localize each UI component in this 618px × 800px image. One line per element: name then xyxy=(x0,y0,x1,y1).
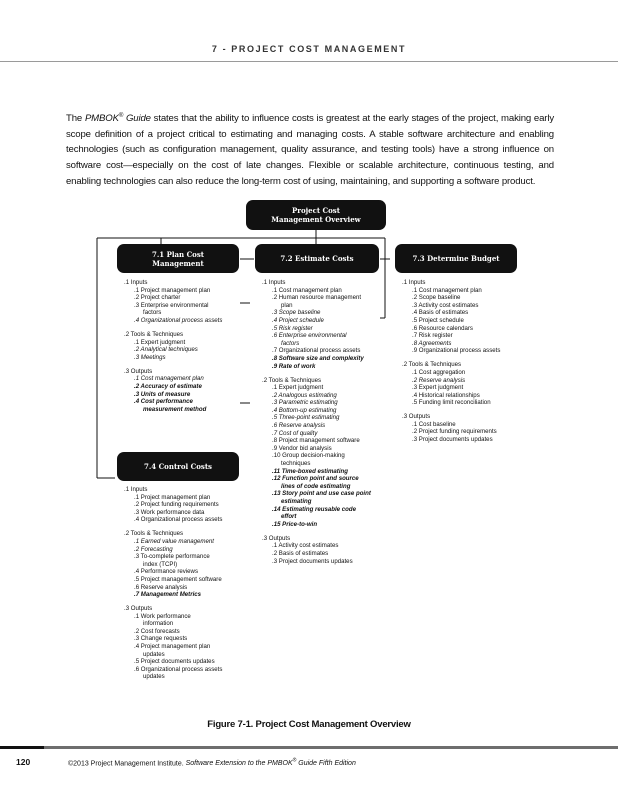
list-item: .6 Resource calendars xyxy=(412,324,473,332)
list-item: .4 Cost performance xyxy=(134,398,193,406)
running-header: 7 - PROJECT COST MANAGEMENT xyxy=(211,44,407,54)
list-item: .3 Scope baseline xyxy=(272,309,321,317)
copyright-title: Software Extension to the PMBOK xyxy=(185,760,293,768)
list-item: updates xyxy=(143,650,165,658)
section-heading: .3 Outputs xyxy=(124,367,153,375)
list-item: .5 Funding limit reconciliation xyxy=(412,399,491,407)
list-item: .9 Rate of work xyxy=(272,362,316,370)
intro-pmbok: PMBOK xyxy=(84,113,119,125)
list-item: .1 Activity cost estimates xyxy=(272,542,339,550)
list-item: .10 Group decision-making xyxy=(272,452,345,460)
plan-cost-box-line1: 7.1 Plan Cost xyxy=(151,249,204,259)
list-item: .7 Risk register xyxy=(412,332,453,340)
list-item: .11 Time-boxed estimating xyxy=(272,467,348,475)
list-item: .2 Project funding requirements xyxy=(134,501,219,509)
overview-box-line1: Project Cost xyxy=(292,206,340,215)
list-item: .1 Work performance xyxy=(134,612,191,620)
list-item: .1 Earned value management xyxy=(134,537,214,545)
list-item: lines of code estimating xyxy=(281,482,351,490)
list-item: .2 Project funding requirements xyxy=(412,428,497,436)
list-item: effort xyxy=(281,513,297,521)
section-heading: .3 Outputs xyxy=(124,605,153,613)
list-item: .14 Estimating reusable code xyxy=(272,505,356,513)
list-item: factors xyxy=(143,309,162,317)
estimate-costs-box xyxy=(255,244,379,273)
list-item: .3 Activity cost estimates xyxy=(412,301,479,309)
list-item: information xyxy=(143,620,174,628)
plan-cost-box-line2: Management xyxy=(152,258,204,268)
list-item: .3 Units of measure xyxy=(134,390,191,398)
footer-rule xyxy=(0,746,618,749)
control-costs-box-line1: 7.4 Control Costs xyxy=(144,462,212,471)
control-costs-details xyxy=(118,486,222,681)
list-item: .3 Parametric estimating xyxy=(272,399,338,407)
section-heading: .1 Inputs xyxy=(262,279,286,286)
list-item: .5 Project documents updates xyxy=(134,658,215,666)
section-heading: .3 Outputs xyxy=(262,534,291,542)
list-item: .8 Agreements xyxy=(412,339,452,347)
page-number: 120 xyxy=(16,757,31,767)
section-heading: .3 Outputs xyxy=(402,413,431,421)
copyright-reg-mark: ® xyxy=(292,758,297,764)
section-heading: .2 Tools & Techniques xyxy=(402,361,462,369)
list-item: .1 Project management plan xyxy=(134,493,211,501)
list-item: .12 Function point and source xyxy=(272,475,359,483)
list-item: .4 Bottom-up estimating xyxy=(272,406,337,414)
determine-budget-box xyxy=(395,244,517,273)
overview-box-line2: Management Overview xyxy=(271,215,361,224)
section-heading: .1 Inputs xyxy=(124,486,148,493)
list-item: .3 Expert judgment xyxy=(412,384,464,392)
estimate-costs-details xyxy=(256,279,371,565)
list-item: .4 Basis of estimates xyxy=(412,309,469,317)
list-item: .5 Risk register xyxy=(272,324,313,332)
list-item: .13 Story point and use case point xyxy=(272,490,371,498)
list-item: .1 Cost management plan xyxy=(134,375,204,383)
determine-budget-details xyxy=(396,279,500,444)
list-item: .5 Project schedule xyxy=(412,316,464,324)
intro-guide: Guide xyxy=(123,113,151,125)
list-item: techniques xyxy=(281,460,311,468)
list-item: .6 Reserve analysis xyxy=(272,422,326,430)
list-item: .1 Project management plan xyxy=(134,286,211,294)
list-item: .3 To-complete performance xyxy=(134,553,210,561)
list-item: updates xyxy=(143,673,165,681)
section-heading: .1 Inputs xyxy=(124,279,148,286)
list-item: .6 Reserve analysis xyxy=(134,583,188,591)
intro-text-start: The xyxy=(66,113,85,125)
list-item: .2 Scope baseline xyxy=(412,294,461,302)
control-costs-box xyxy=(117,452,239,481)
list-item: .4 Project schedule xyxy=(272,316,324,324)
list-item: .1 Expert judgment xyxy=(272,384,324,392)
list-item: .4 Performance reviews xyxy=(134,568,199,576)
copyright-text: ©2013 Project Management Institute. xyxy=(68,760,186,768)
copyright-edition: Guide Fifth Edition xyxy=(296,760,356,768)
list-item: .2 Forecasting xyxy=(134,545,173,553)
list-item: factors xyxy=(281,339,300,347)
figure-caption: Figure 7-1. Project Cost Management Overview xyxy=(207,719,411,730)
list-item: .4 Historical relationships xyxy=(412,391,480,399)
list-item: .15 Price-to-win xyxy=(272,520,318,528)
list-item: .6 Enterprise environmental xyxy=(272,332,347,340)
intro-text-rest: states that the ability to influence costs is greatest at the early stages of the project, making early scope definition of a project critical to estimating and managing costs. A stable software architecture and enabling technologies (such as configuration management, quality assurance, and testing tools) have a strong influence on software cost—especially on the cost of late changes. Flexible or scalable architecture, continuous testing, and enabling technologies can also reduce the long-term cost of using, maintaining, and supporting a software product. xyxy=(66,113,554,187)
list-item: .1 Cost baseline xyxy=(412,420,456,428)
list-item: .2 Cost forecasts xyxy=(134,627,180,635)
list-item: index (TCPI) xyxy=(143,560,178,568)
project-cost-management-overview-box xyxy=(246,200,386,230)
list-item: .3 Project documents updates xyxy=(412,436,493,444)
plan-cost-management-box xyxy=(117,244,239,273)
copyright-line xyxy=(68,758,356,767)
list-item: .2 Analogous estimating xyxy=(272,391,337,399)
list-item: .1 Cost management plan xyxy=(412,286,482,294)
footer-rule-accent xyxy=(0,746,44,749)
list-item: .6 Organizational process assets xyxy=(134,665,223,673)
list-item: .5 Project management software xyxy=(134,575,222,583)
list-item: .2 Analytical techniques xyxy=(134,346,198,354)
list-item: .2 Basis of estimates xyxy=(272,549,329,557)
list-item: estimating xyxy=(281,498,312,506)
list-item: .3 Meetings xyxy=(134,353,166,361)
list-item: .3 Enterprise environmental xyxy=(134,301,209,309)
list-item: .2 Project charter xyxy=(134,294,181,302)
list-item: .9 Organizational process assets xyxy=(412,347,501,355)
list-item: plan xyxy=(281,301,293,309)
list-item: .8 Software size and complexity xyxy=(272,354,364,362)
list-item: .4 Project management plan xyxy=(134,643,211,651)
list-item: .1 Cost management plan xyxy=(272,286,342,294)
list-item: .4 Organizational process assets xyxy=(134,516,223,524)
list-item: .1 Cost aggregation xyxy=(412,368,466,376)
list-item: .4 Organizational process assets xyxy=(134,316,223,324)
list-item: .3 Work performance data xyxy=(134,508,205,516)
list-item: .9 Vendor bid analysis xyxy=(272,444,332,452)
list-item: .3 Change requests xyxy=(134,635,188,643)
list-item: measurement method xyxy=(143,405,207,413)
section-heading: .2 Tools & Techniques xyxy=(124,530,184,538)
list-item: .1 Expert judgment xyxy=(134,338,186,346)
list-item: .5 Three-point estimating xyxy=(272,414,340,422)
section-heading: .1 Inputs xyxy=(402,279,426,286)
section-heading: .2 Tools & Techniques xyxy=(262,376,322,384)
list-item: .8 Project management software xyxy=(272,437,360,445)
plan-cost-management-details xyxy=(118,279,222,413)
list-item: .7 Organizational process assets xyxy=(272,347,361,355)
list-item: .7 Management Metrics xyxy=(134,591,202,599)
estimate-costs-box-line1: 7.2 Estimate Costs xyxy=(280,254,354,263)
list-item: .3 Project documents updates xyxy=(272,557,353,565)
list-item: .2 Reserve analysis xyxy=(412,376,466,384)
list-item: .2 Human resource management xyxy=(272,294,362,302)
list-item: .7 Cost of quality xyxy=(272,429,318,437)
intro-reg-mark: ® xyxy=(118,113,124,119)
section-heading: .2 Tools & Techniques xyxy=(124,330,184,338)
determine-budget-box-line1: 7.3 Determine Budget xyxy=(412,254,500,263)
list-item: .2 Accuracy of estimate xyxy=(134,382,202,390)
